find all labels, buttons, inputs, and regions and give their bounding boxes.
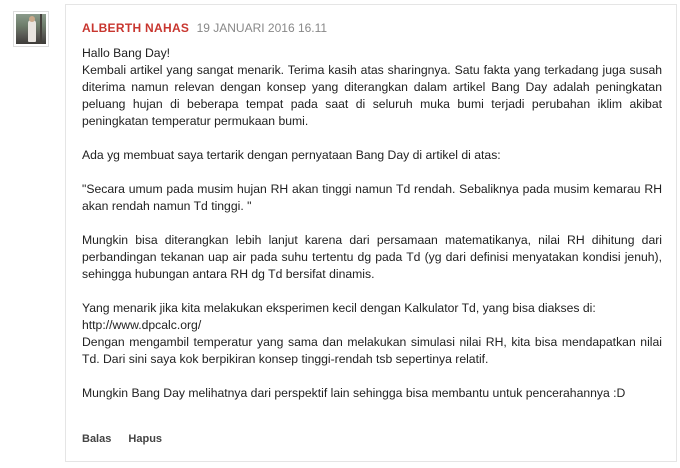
comment-paragraph: Ada yg membuat saya tertarik dengan pernyataan Bang Day di artikel di atas: — [82, 148, 501, 162]
comment-greeting: Hallo Bang Day! — [82, 46, 171, 60]
comment-meta — [82, 21, 327, 35]
comment-date[interactable]: 19 JANUARI 2016 16.11 — [196, 21, 328, 35]
avatar-photo-detail — [40, 14, 42, 44]
comment-url-text: http://www.dpcalc.org/ — [82, 318, 202, 332]
avatar-photo-head — [29, 16, 35, 22]
avatar[interactable] — [13, 11, 49, 47]
comment-quote: "Secara umum pada musim hujan RH akan tinggi namun Td rendah. Sebaliknya pada musim kemarau RH akan rendah namun Td tinggi. " — [82, 182, 662, 213]
avatar-photo-person — [28, 20, 36, 42]
delete-link[interactable]: Hapus — [128, 433, 163, 445]
reply-link[interactable]: Balas — [82, 433, 112, 445]
comment-box — [65, 4, 677, 462]
author-name[interactable]: ALBERTH NAHAS — [82, 21, 190, 35]
comment-paragraph: Mungkin Bang Day melihatnya dari perspektif lain sehingga bisa membantu untuk pencerahannya :D — [82, 386, 626, 400]
comment-paragraph: Yang menarik jika kita melakukan eksperimen kecil dengan Kalkulator Td, yang bisa diakses di: — [82, 301, 596, 315]
comment-paragraph: Mungkin bisa diterangkan lebih lanjut karena dari persamaan matematikanya, nilai RH dihitung dari perbandingan tekanan uap air pada suhu tertentu dg pada Td (yg dari definisi menyatakan kondisi jenuh), sehingga hubungan antara RH dg Td bersifat dinamis. — [82, 233, 662, 281]
comment-paragraph: Kembali artikel yang sangat menarik. Terima kasih atas sharingnya. Satu fakta yang terkadang juga susah diterima namun relevan dengan konsep yang diterangkan dalam artikel Bang Day adalah peningkatan peluang hujan di beberapa tempat pada saat di seluruh muka bumi terjadi perubahan iklim akibat peningkatan temperatur permukaan bumi. — [82, 63, 662, 128]
comment-body — [82, 45, 662, 402]
comment-actions — [82, 433, 176, 445]
avatar-image — [16, 14, 46, 44]
comment-paragraph: Dengan mengambil temperatur yang sama dan melakukan simulasi nilai RH, kita bisa mendapatkan nilai Td. Dari sini saya kok berpikiran konsep tinggi-rendah tsb sepertinya relatif. — [82, 335, 662, 366]
